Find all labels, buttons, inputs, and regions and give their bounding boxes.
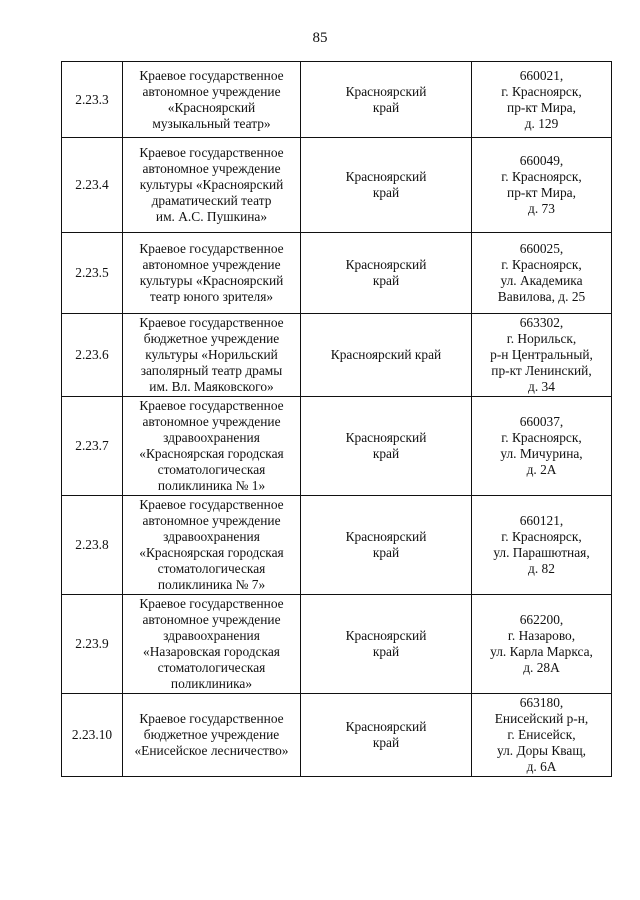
table-row (62, 233, 612, 314)
address-cell: 660025, г. Красноярск, ул. Академика Вавилова, д. 25 (472, 233, 612, 314)
address-cell: 663302, г. Норильск, р-н Центральный, пр-кт Ленинский, д. 34 (472, 314, 612, 397)
address-cell: 662200, г. Назарово, ул. Карла Маркса, д. 28А (472, 595, 612, 694)
institution-name-cell: Краевое государственное бюджетное учреждение «Енисейское лесничество» (123, 694, 301, 777)
row-id-cell: 2.23.10 (62, 694, 123, 777)
address-cell: 660037, г. Красноярск, ул. Мичурина, д. 2А (472, 397, 612, 496)
institution-name-cell: Краевое государственное автономное учреждение здравоохранения «Красноярская городская стоматологическая поликлиника № 1» (123, 397, 301, 496)
institution-name-cell: Краевое государственное автономное учреждение «Красноярский музыкальный театр» (123, 62, 301, 138)
row-id-cell: 2.23.6 (62, 314, 123, 397)
address-cell: 663180, Енисейский р-н, г. Енисейск, ул. Доры Кващ, д. 6А (472, 694, 612, 777)
institution-name-cell: Краевое государственное бюджетное учреждение культуры «Норильский заполярный театр драмы им. Вл. Маяковского» (123, 314, 301, 397)
table-row (62, 694, 612, 777)
table-row (62, 138, 612, 233)
institutions-table (61, 61, 612, 777)
table-row (62, 397, 612, 496)
address-cell: 660049, г. Красноярск, пр-кт Мира, д. 73 (472, 138, 612, 233)
region-cell: Красноярский край (301, 595, 472, 694)
table-row (62, 595, 612, 694)
region-cell: Красноярский край (301, 314, 472, 397)
region-cell: Красноярский край (301, 138, 472, 233)
table-row (62, 496, 612, 595)
row-id-cell: 2.23.7 (62, 397, 123, 496)
row-id-cell: 2.23.8 (62, 496, 123, 595)
table-row (62, 314, 612, 397)
region-cell: Красноярский край (301, 233, 472, 314)
institution-name-cell: Краевое государственное автономное учреждение культуры «Красноярский театр юного зрителя» (123, 233, 301, 314)
region-cell: Красноярский край (301, 496, 472, 595)
table-row (62, 62, 612, 138)
row-id-cell: 2.23.4 (62, 138, 123, 233)
institution-name-cell: Краевое государственное автономное учреждение культуры «Красноярский драматический театр им. А.С. Пушкина» (123, 138, 301, 233)
institution-name-cell: Краевое государственное автономное учреждение здравоохранения «Назаровская городская стоматологическая поликлиника» (123, 595, 301, 694)
region-cell: Красноярский край (301, 694, 472, 777)
address-cell: 660121, г. Красноярск, ул. Парашютная, д. 82 (472, 496, 612, 595)
row-id-cell: 2.23.9 (62, 595, 123, 694)
institution-name-cell: Краевое государственное автономное учреждение здравоохранения «Красноярская городская стоматологическая поликлиника № 7» (123, 496, 301, 595)
row-id-cell: 2.23.3 (62, 62, 123, 138)
page-number: 85 (312, 30, 328, 46)
region-cell: Красноярский край (301, 397, 472, 496)
row-id-cell: 2.23.5 (62, 233, 123, 314)
address-cell: 660021, г. Красноярск, пр-кт Мира, д. 129 (472, 62, 612, 138)
region-cell: Красноярский край (301, 62, 472, 138)
